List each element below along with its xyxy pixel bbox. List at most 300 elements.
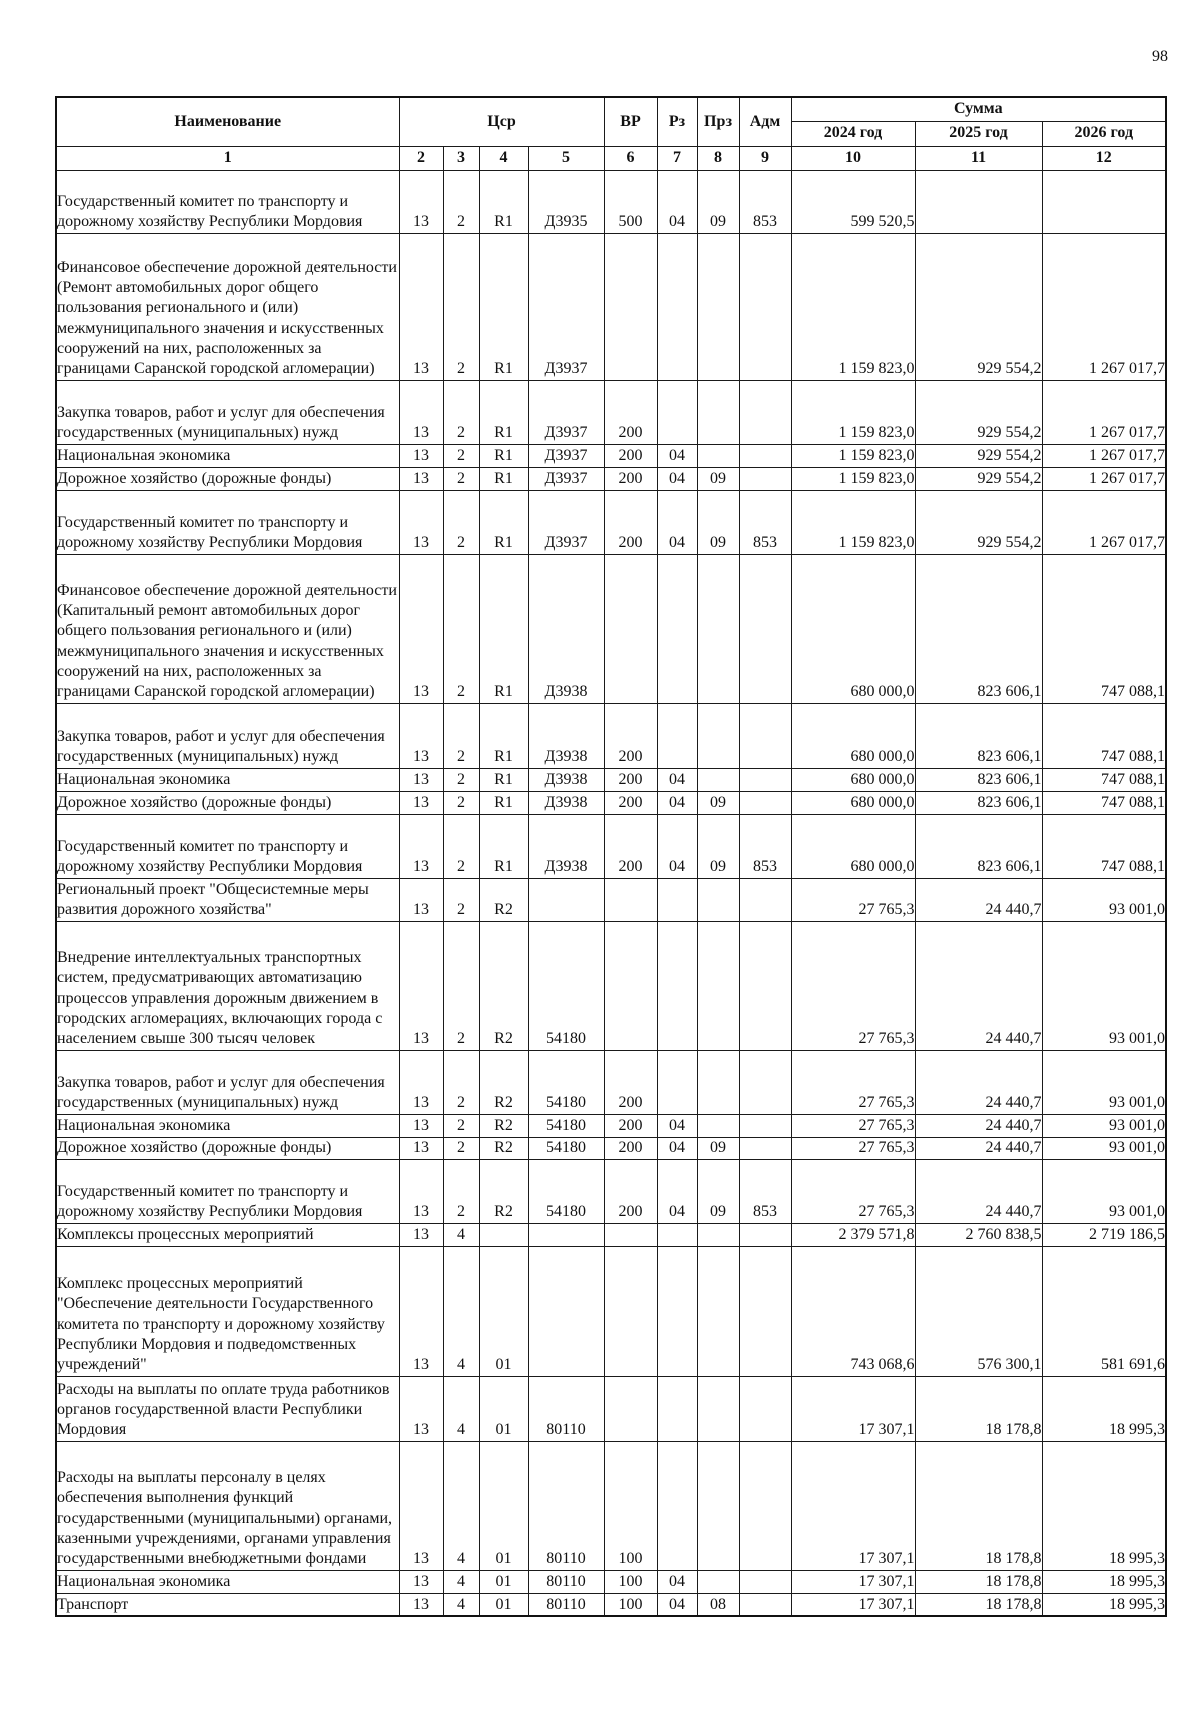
table-row [56,814,1166,878]
csr-program-code: 13 [399,791,443,814]
csr-element-code: R1 [479,444,528,467]
csr-structure-code: 2 [443,703,479,768]
header-vr: ВР [604,97,657,146]
column-number-11: 11 [915,146,1042,170]
table-row [56,1593,1166,1616]
vr-code: 200 [604,444,657,467]
header-adm: Адм [739,97,791,146]
csr-structure-code: 2 [443,170,479,233]
prz-code [697,1441,739,1570]
adm-code [739,1246,791,1376]
column-number-8: 8 [697,146,739,170]
adm-code [739,1441,791,1570]
amount-2024: 17 307,1 [791,1376,915,1441]
row-name: Внедрение интеллектуальных транспортных систем, предусматривающих автоматизацию процессов управления дорожным движением в городских агломерациях, включающих города с населением свыше 300 тысяч человек [56,921,399,1050]
table-row [56,1050,1166,1114]
csr-program-code: 13 [399,444,443,467]
adm-code [739,467,791,490]
rz-code [657,921,697,1050]
amount-2026: 93 001,0 [1042,1159,1166,1223]
csr-element-code: R1 [479,233,528,380]
amount-2025: 823 606,1 [915,814,1042,878]
prz-code: 09 [697,1137,739,1159]
amount-2024: 680 000,0 [791,791,915,814]
header-row-1 [56,97,1166,121]
table-header [56,97,1166,170]
vr-code [604,878,657,921]
table-row [56,921,1166,1050]
table-row [56,380,1166,444]
column-number-4: 4 [479,146,528,170]
adm-code [739,380,791,444]
csr-direction-code: 80110 [528,1376,604,1441]
adm-code [739,444,791,467]
csr-element-code: R1 [479,170,528,233]
adm-code [739,1223,791,1246]
csr-direction-code [528,1246,604,1376]
prz-code [697,768,739,791]
amount-2026: 93 001,0 [1042,1114,1166,1137]
adm-code: 853 [739,814,791,878]
amount-2026: 747 088,1 [1042,703,1166,768]
prz-code [697,1050,739,1114]
adm-code: 853 [739,170,791,233]
rz-code: 04 [657,1159,697,1223]
row-name: Комплексы процессных мероприятий [56,1223,399,1246]
csr-direction-code: Д3935 [528,170,604,233]
amount-2025: 2 760 838,5 [915,1223,1042,1246]
vr-code: 200 [604,791,657,814]
vr-code: 200 [604,768,657,791]
csr-structure-code: 2 [443,554,479,703]
csr-direction-code: 80110 [528,1593,604,1616]
amount-2026: 93 001,0 [1042,1137,1166,1159]
amount-2026: 93 001,0 [1042,1050,1166,1114]
amount-2024: 1 159 823,0 [791,380,915,444]
csr-structure-code: 2 [443,233,479,380]
table-row [56,1376,1166,1441]
rz-code: 04 [657,444,697,467]
csr-structure-code: 2 [443,768,479,791]
amount-2024: 743 068,6 [791,1246,915,1376]
csr-element-code: 01 [479,1441,528,1570]
table-row [56,444,1166,467]
rz-code: 04 [657,170,697,233]
row-name: Расходы на выплаты персоналу в целях обеспечения выполнения функций государственными (муниципальными) органами, казенными учреждениями, органами управления государственными внебюджетными фондами [56,1441,399,1570]
amount-2026: 747 088,1 [1042,791,1166,814]
amount-2025: 24 440,7 [915,921,1042,1050]
amount-2024: 27 765,3 [791,1159,915,1223]
amount-2025: 823 606,1 [915,703,1042,768]
csr-element-code: R2 [479,921,528,1050]
amount-2026: 581 691,6 [1042,1246,1166,1376]
column-numbers-row [56,146,1166,170]
csr-program-code: 13 [399,1223,443,1246]
adm-code [739,1376,791,1441]
amount-2024: 1 159 823,0 [791,233,915,380]
csr-element-code: R1 [479,467,528,490]
amount-2024: 17 307,1 [791,1593,915,1616]
table-row [56,554,1166,703]
prz-code [697,1223,739,1246]
adm-code [739,921,791,1050]
amount-2025: 24 440,7 [915,1050,1042,1114]
csr-direction-code: 80110 [528,1570,604,1593]
csr-element-code: 01 [479,1593,528,1616]
csr-structure-code: 4 [443,1376,479,1441]
prz-code [697,1246,739,1376]
table-row [56,1114,1166,1137]
csr-structure-code: 2 [443,490,479,554]
csr-element-code: R2 [479,878,528,921]
table-row [56,768,1166,791]
csr-direction-code: Д3938 [528,768,604,791]
rz-code [657,380,697,444]
vr-code: 200 [604,1137,657,1159]
prz-code [697,921,739,1050]
row-name: Государственный комитет по транспорту и дорожному хозяйству Республики Мордовия [56,814,399,878]
adm-code [739,1050,791,1114]
csr-program-code: 13 [399,170,443,233]
table-row [56,467,1166,490]
amount-2025: 929 554,2 [915,467,1042,490]
vr-code [604,1376,657,1441]
vr-code: 200 [604,380,657,444]
csr-element-code: R2 [479,1050,528,1114]
row-name: Закупка товаров, работ и услуг для обеспечения государственных (муниципальных) нужд [56,703,399,768]
table-row [56,1570,1166,1593]
csr-structure-code: 4 [443,1441,479,1570]
vr-code [604,554,657,703]
amount-2025: 24 440,7 [915,1114,1042,1137]
amount-2026 [1042,170,1166,233]
amount-2024: 27 765,3 [791,878,915,921]
csr-element-code [479,1223,528,1246]
csr-program-code: 13 [399,1050,443,1114]
csr-structure-code: 2 [443,814,479,878]
adm-code [739,1570,791,1593]
column-number-3: 3 [443,146,479,170]
vr-code: 200 [604,467,657,490]
csr-program-code: 13 [399,878,443,921]
csr-structure-code: 2 [443,921,479,1050]
csr-structure-code: 2 [443,467,479,490]
csr-element-code: 01 [479,1376,528,1441]
amount-2025: 18 178,8 [915,1441,1042,1570]
rz-code: 04 [657,1593,697,1616]
vr-code: 500 [604,170,657,233]
header-csr: Цср [399,97,604,146]
column-number-12: 12 [1042,146,1166,170]
prz-code [697,1114,739,1137]
table-row [56,170,1166,233]
csr-direction-code: 54180 [528,1050,604,1114]
csr-program-code: 13 [399,1376,443,1441]
csr-element-code: R1 [479,791,528,814]
rz-code [657,703,697,768]
vr-code: 200 [604,1050,657,1114]
amount-2025: 24 440,7 [915,878,1042,921]
prz-code: 08 [697,1593,739,1616]
rz-code [657,1441,697,1570]
rz-code: 04 [657,467,697,490]
csr-direction-code: 54180 [528,1114,604,1137]
row-name: Закупка товаров, работ и услуг для обеспечения государственных (муниципальных) нужд [56,380,399,444]
amount-2026: 1 267 017,7 [1042,467,1166,490]
column-number-1: 1 [56,146,399,170]
amount-2025: 24 440,7 [915,1137,1042,1159]
amount-2026: 18 995,3 [1042,1570,1166,1593]
csr-program-code: 13 [399,921,443,1050]
vr-code: 200 [604,703,657,768]
header-sum: Сумма [791,97,1166,121]
csr-direction-code: Д3937 [528,444,604,467]
adm-code [739,768,791,791]
column-number-10: 10 [791,146,915,170]
csr-element-code: R1 [479,490,528,554]
header-rz: Рз [657,97,697,146]
csr-direction-code [528,1223,604,1246]
amount-2026: 747 088,1 [1042,554,1166,703]
amount-2026: 18 995,3 [1042,1441,1166,1570]
csr-structure-code: 2 [443,1114,479,1137]
csr-element-code: 01 [479,1246,528,1376]
csr-program-code: 13 [399,1593,443,1616]
csr-direction-code: 80110 [528,1441,604,1570]
table-row [56,1137,1166,1159]
amount-2025: 24 440,7 [915,1159,1042,1223]
row-name: Государственный комитет по транспорту и дорожному хозяйству Республики Мордовия [56,490,399,554]
csr-structure-code: 4 [443,1246,479,1376]
prz-code [697,380,739,444]
amount-2025: 823 606,1 [915,791,1042,814]
row-name: Транспорт [56,1593,399,1616]
vr-code [604,233,657,380]
amount-2025: 576 300,1 [915,1246,1042,1376]
csr-direction-code: 54180 [528,921,604,1050]
row-name: Закупка товаров, работ и услуг для обеспечения государственных (муниципальных) нужд [56,1050,399,1114]
csr-program-code: 13 [399,1137,443,1159]
prz-code: 09 [697,1159,739,1223]
csr-direction-code: Д3938 [528,791,604,814]
prz-code [697,554,739,703]
amount-2024: 680 000,0 [791,554,915,703]
amount-2025: 823 606,1 [915,554,1042,703]
amount-2026: 2 719 186,5 [1042,1223,1166,1246]
csr-direction-code: 54180 [528,1137,604,1159]
amount-2024: 599 520,5 [791,170,915,233]
amount-2024: 27 765,3 [791,1114,915,1137]
row-name: Национальная экономика [56,1570,399,1593]
csr-program-code: 13 [399,1114,443,1137]
table-row [56,703,1166,768]
rz-code [657,1223,697,1246]
csr-element-code: R1 [479,703,528,768]
amount-2024: 680 000,0 [791,768,915,791]
adm-code: 853 [739,490,791,554]
prz-code [697,1376,739,1441]
vr-code [604,921,657,1050]
csr-structure-code: 2 [443,1050,479,1114]
amount-2024: 27 765,3 [791,921,915,1050]
amount-2026: 1 267 017,7 [1042,380,1166,444]
row-name: Государственный комитет по транспорту и дорожному хозяйству Республики Мордовия [56,170,399,233]
vr-code: 100 [604,1570,657,1593]
vr-code: 200 [604,490,657,554]
amount-2026: 1 267 017,7 [1042,444,1166,467]
csr-direction-code: Д3938 [528,814,604,878]
csr-program-code: 13 [399,380,443,444]
csr-structure-code: 2 [443,878,479,921]
column-number-9: 9 [739,146,791,170]
rz-code: 04 [657,1114,697,1137]
amount-2025: 18 178,8 [915,1570,1042,1593]
csr-direction-code [528,878,604,921]
row-name: Национальная экономика [56,1114,399,1137]
csr-direction-code: Д3937 [528,233,604,380]
adm-code: 853 [739,1159,791,1223]
amount-2025: 929 554,2 [915,233,1042,380]
budget-table [55,96,1167,1617]
vr-code: 100 [604,1441,657,1570]
prz-code [697,703,739,768]
csr-structure-code: 2 [443,791,479,814]
prz-code: 09 [697,791,739,814]
amount-2025: 929 554,2 [915,444,1042,467]
vr-code: 200 [604,1114,657,1137]
csr-program-code: 13 [399,768,443,791]
table-row [56,791,1166,814]
csr-element-code: R1 [479,554,528,703]
amount-2026: 747 088,1 [1042,814,1166,878]
csr-structure-code: 2 [443,1159,479,1223]
table-row [56,1223,1166,1246]
vr-code: 200 [604,814,657,878]
adm-code [739,1137,791,1159]
csr-direction-code: Д3938 [528,703,604,768]
csr-program-code: 13 [399,1246,443,1376]
amount-2024: 27 765,3 [791,1050,915,1114]
csr-program-code: 13 [399,1441,443,1570]
amount-2026: 93 001,0 [1042,878,1166,921]
adm-code [739,233,791,380]
row-name: Региональный проект "Общесистемные меры развития дорожного хозяйства" [56,878,399,921]
prz-code: 09 [697,170,739,233]
csr-element-code: R1 [479,814,528,878]
csr-element-code: R1 [479,380,528,444]
adm-code [739,1593,791,1616]
header-year-2025: 2025 год [915,121,1042,146]
amount-2025: 823 606,1 [915,768,1042,791]
csr-structure-code: 4 [443,1570,479,1593]
page-number: 98 [1152,48,1168,65]
csr-program-code: 13 [399,814,443,878]
column-number-7: 7 [657,146,697,170]
prz-code [697,444,739,467]
csr-program-code: 13 [399,554,443,703]
row-name: Финансовое обеспечение дорожной деятельности (Капитальный ремонт автомобильных дорог общего пользования регионального и (или) межмуниципального значения и искусственных сооружений на них, расположенных за границами Саранской городской агломерации) [56,554,399,703]
rz-code: 04 [657,768,697,791]
prz-code: 09 [697,814,739,878]
row-name: Национальная экономика [56,444,399,467]
row-name: Расходы на выплаты по оплате труда работников органов государственной власти Республики Мордовия [56,1376,399,1441]
csr-structure-code: 2 [443,444,479,467]
header-prz: Прз [697,97,739,146]
table-row [56,490,1166,554]
amount-2024: 17 307,1 [791,1441,915,1570]
csr-direction-code: Д3937 [528,467,604,490]
table-body [56,170,1166,1616]
vr-code: 200 [604,1159,657,1223]
header-year-2024: 2024 год [791,121,915,146]
amount-2024: 1 159 823,0 [791,467,915,490]
csr-element-code: R2 [479,1114,528,1137]
vr-code: 100 [604,1593,657,1616]
row-name: Дорожное хозяйство (дорожные фонды) [56,1137,399,1159]
column-number-2: 2 [399,146,443,170]
amount-2024: 680 000,0 [791,703,915,768]
amount-2024: 17 307,1 [791,1570,915,1593]
rz-code [657,1376,697,1441]
prz-code: 09 [697,490,739,554]
rz-code: 04 [657,490,697,554]
csr-program-code: 13 [399,1570,443,1593]
column-number-6: 6 [604,146,657,170]
amount-2026: 18 995,3 [1042,1376,1166,1441]
row-name: Дорожное хозяйство (дорожные фонды) [56,791,399,814]
csr-structure-code: 2 [443,1137,479,1159]
csr-direction-code: Д3938 [528,554,604,703]
row-name: Финансовое обеспечение дорожной деятельности (Ремонт автомобильных дорог общего пользования регионального и (или) межмуниципального значения и искусственных сооружений на них, расположенных за границами Саранской городской агломерации) [56,233,399,380]
rz-code [657,554,697,703]
header-year-2026: 2026 год [1042,121,1166,146]
adm-code [739,554,791,703]
csr-structure-code: 4 [443,1593,479,1616]
table-row [56,878,1166,921]
adm-code [739,1114,791,1137]
rz-code: 04 [657,791,697,814]
column-number-5: 5 [528,146,604,170]
amount-2024: 1 159 823,0 [791,490,915,554]
csr-program-code: 13 [399,233,443,380]
adm-code [739,703,791,768]
csr-program-code: 13 [399,467,443,490]
amount-2024: 1 159 823,0 [791,444,915,467]
header-name: Наименование [56,97,399,146]
csr-direction-code: Д3937 [528,380,604,444]
row-name: Национальная экономика [56,768,399,791]
prz-code [697,878,739,921]
amount-2025: 929 554,2 [915,490,1042,554]
rz-code [657,1050,697,1114]
csr-element-code: R1 [479,768,528,791]
rz-code: 04 [657,1137,697,1159]
row-name: Комплекс процессных мероприятий "Обеспечение деятельности Государственного комитета по транспорту и дорожному хозяйству Республики Мордовия и подведомственных учреждений" [56,1246,399,1376]
amount-2024: 680 000,0 [791,814,915,878]
adm-code [739,791,791,814]
vr-code [604,1246,657,1376]
amount-2024: 2 379 571,8 [791,1223,915,1246]
csr-program-code: 13 [399,703,443,768]
csr-structure-code: 2 [443,380,479,444]
rz-code [657,233,697,380]
amount-2026: 1 267 017,7 [1042,490,1166,554]
vr-code [604,1223,657,1246]
amount-2024: 27 765,3 [791,1137,915,1159]
prz-code [697,1570,739,1593]
amount-2026: 18 995,3 [1042,1593,1166,1616]
rz-code: 04 [657,814,697,878]
